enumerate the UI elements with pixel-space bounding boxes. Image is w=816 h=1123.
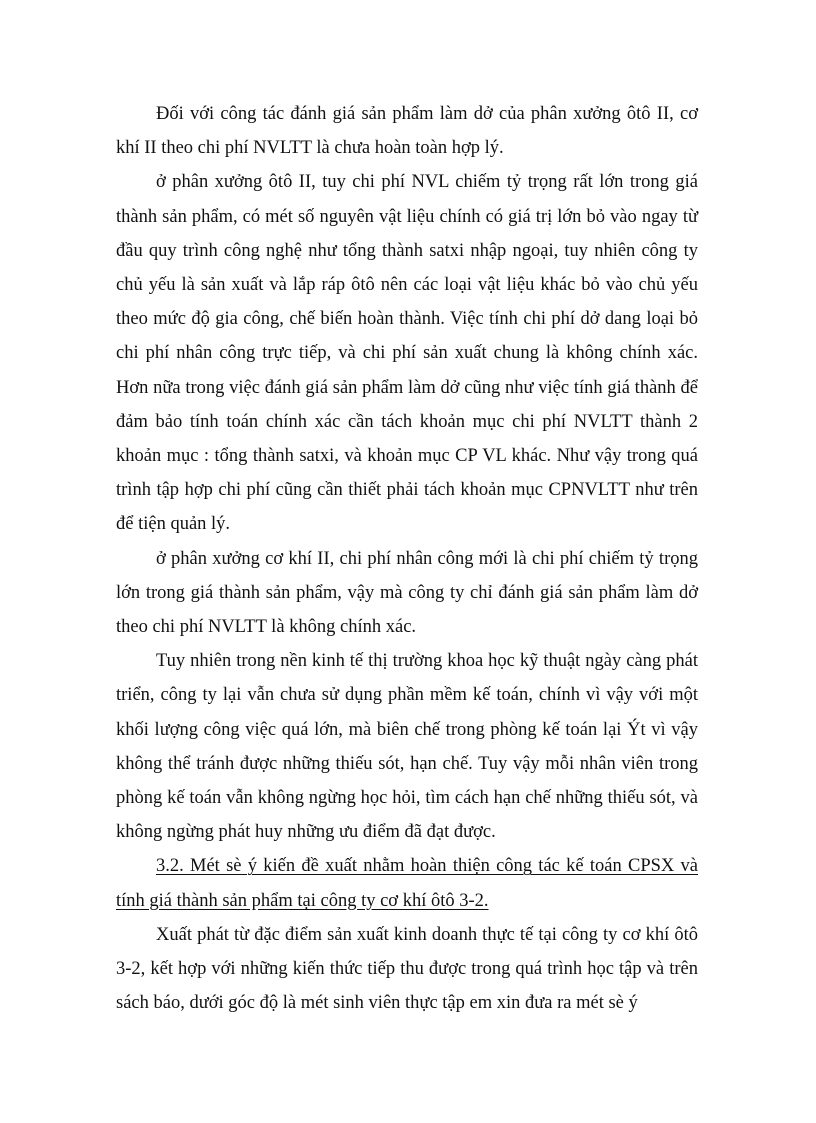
paragraph-mechanical-workshop: ở phân xưởng cơ khí II, chi phí nhân công mới là chi phí chiếm tỷ trọng lớn trong giá thành sản phẩm, vậy mà công ty chỉ đánh giá sản phẩm làm dở theo chi phí NVLTT là không chính xác. — [116, 548, 698, 638]
paragraph-evaluation-intro: Đối với công tác đánh giá sản phẩm làm dở của phân xưởng ôtô II, cơ khí II theo chi phí NVLTT là chưa hoàn toàn hợp lý. — [116, 104, 698, 159]
paragraph-auto-workshop: ở phân xưởng ôtô II, tuy chi phí NVL chiếm tỷ trọng rất lớn trong giá thành sản phẩm, có mét số nguyên vật liệu chính có giá trị lớn bỏ vào ngay từ đầu quy trình công nghệ như tổng thành satxi nhập ngoại, tuy nhiên công ty chủ yếu là sản xuất và lắp ráp ôtô nên các loại vật liệu khác bỏ vào chủ yếu theo mức độ gia công, chế biến hoàn thành. Việc tính chi phí dở dang loại bỏ chi phí nhân công trực tiếp, và chi phí sản xuất chung là không chính xác. Hơn nữa trong việc đánh giá sản phẩm làm dở cũng như việc tính giá thành để đảm bảo tính toán chính xác cần tách khoản mục chi phí NVLTT thành 2 khoản mục : tổng thành satxi, và khoản mục CP VL khác. Như vậy trong quá trình tập hợp chi phí cũng cần thiết phải tách khoản mục CPNVLTT như trên để tiện quản lý. — [116, 172, 698, 535]
document-body — [116, 97, 698, 1020]
paragraph-accounting-software: Tuy nhiên trong nền kinh tế thị trường khoa học kỹ thuật ngày càng phát triển, công ty lại vẫn chưa sử dụng phần mềm kế toán, chính vì vậy với một khối lượng công việc quá lớn, mà biên chế trong phòng kế toán lại Ýt vì vậy không thể tránh được những thiếu sót, hạn chế. Tuy vậy mỗi nhân viên trong phòng kế toán vẫn không ngừng học hỏi, tìm cách hạn chế những thiếu sót, và không ngừng phát huy những ưu điểm đã đạt được. — [116, 651, 698, 843]
section-heading: 3.2. Mét sè ý kiến đề xuất nhằm hoàn thiện công tác kế toán CPSX và tính giá thành sản phẩm tại công ty cơ khí ôtô 3-2. — [116, 856, 698, 911]
paragraph-proposals-intro: Xuất phát từ đặc điểm sản xuất kinh doanh thực tế tại công ty cơ khí ôtô 3-2, kết hợp với những kiến thức tiếp thu được trong quá trình học tập và trên sách báo, dưới góc độ là mét sinh viên thực tập em xin đưa ra mét sè ý — [116, 924, 698, 1014]
